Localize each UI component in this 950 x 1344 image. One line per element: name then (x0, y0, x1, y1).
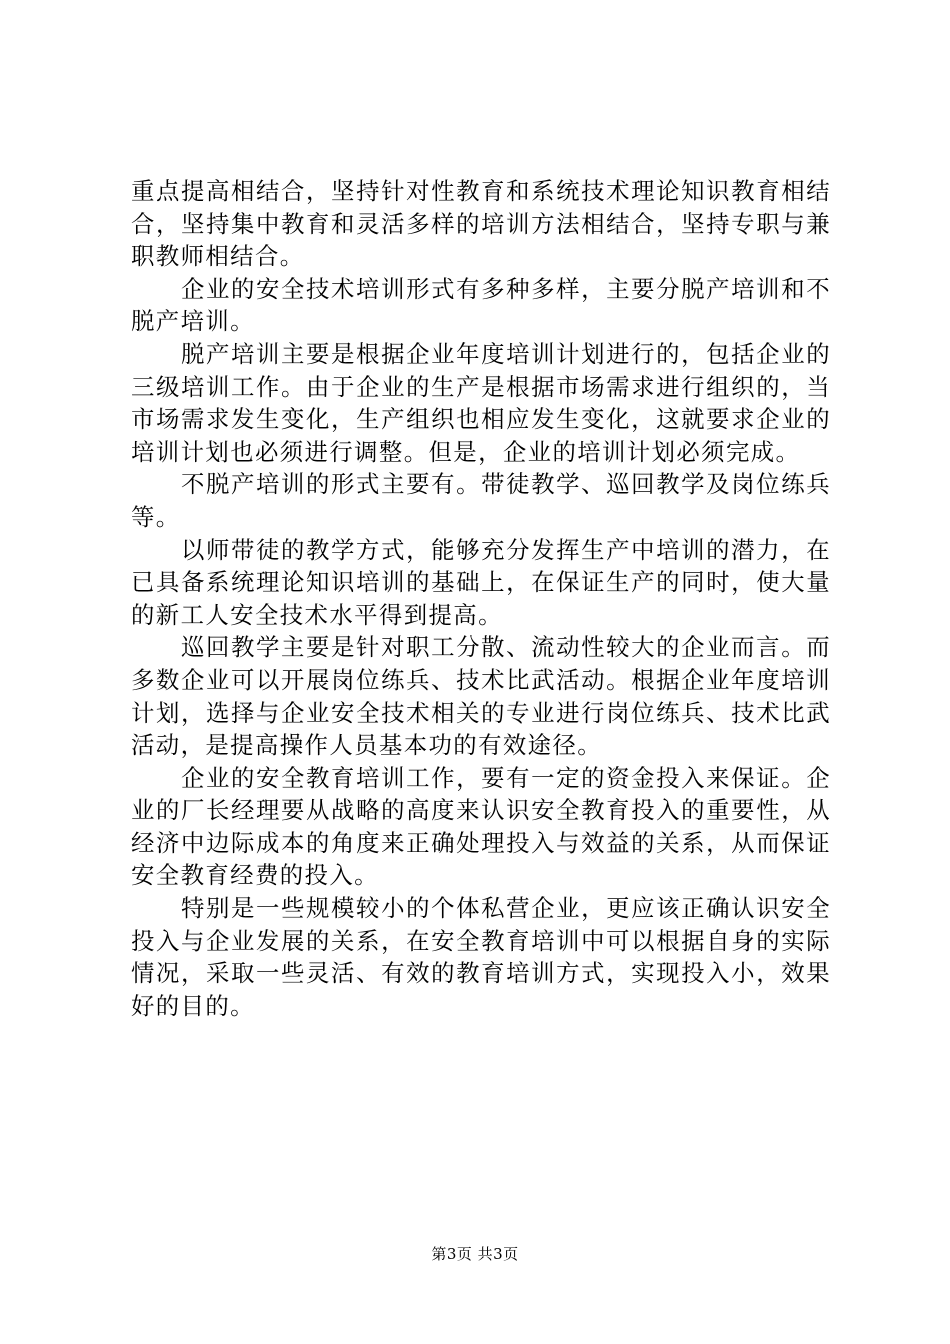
page-number-footer: 第3页 共3页 (431, 1245, 519, 1263)
paragraph-4: 不脱产培训的形式主要有。带徒教学、巡回教学及岗位练兵等。 (131, 470, 831, 531)
paragraph-3: 脱产培训主要是根据企业年度培训计划进行的，包括企业的三级培训工作。由于企业的生产是根据市场需求进行组织的，当市场需求发生变化，生产组织也相应发生变化，这就要求企业的培训计划也必须进行调整。但是，企业的培训计划必须完成。 (131, 339, 831, 466)
paragraph-1: 重点提高相结合，坚持针对性教育和系统技术理论知识教育相结合，坚持集中教育和灵活多样的培训方法相结合，坚持专职与兼职教师相结合。 (131, 177, 831, 271)
paragraph-8: 特别是一些规模较小的个体私营企业，更应该正确认识安全投入与企业发展的关系，在安全教育培训中可以根据自身的实际情况，采取一些灵活、有效的教育培训方式，实现投入小，效果好的目的。 (131, 894, 831, 1020)
paragraph-6: 巡回教学主要是针对职工分散、流动性较大的企业而言。而多数企业可以开展岗位练兵、技术比武活动。根据企业年度培训计划，选择与企业安全技术相关的专业进行岗位练兵、技术比武活动，是提高操作人员基本功的有效途径。 (131, 633, 831, 760)
paragraph-7: 企业的安全教育培训工作，要有一定的资金投入来保证。企业的厂长经理要从战略的高度来认识安全教育投入的重要性，从经济中边际成本的角度来正确处理投入与效益的关系，从而保证安全教育经费的投入。 (131, 763, 831, 890)
paragraph-2: 企业的安全技术培训形式有多种多样，主要分脱产培训和不脱产培训。 (131, 274, 831, 336)
document-body (131, 175, 831, 1022)
paragraph-5: 以师带徒的教学方式，能够充分发挥生产中培训的潜力，在已具备系统理论知识培训的基础上，在保证生产的同时，使大量的新工人安全技术水平得到提高。 (131, 535, 831, 629)
